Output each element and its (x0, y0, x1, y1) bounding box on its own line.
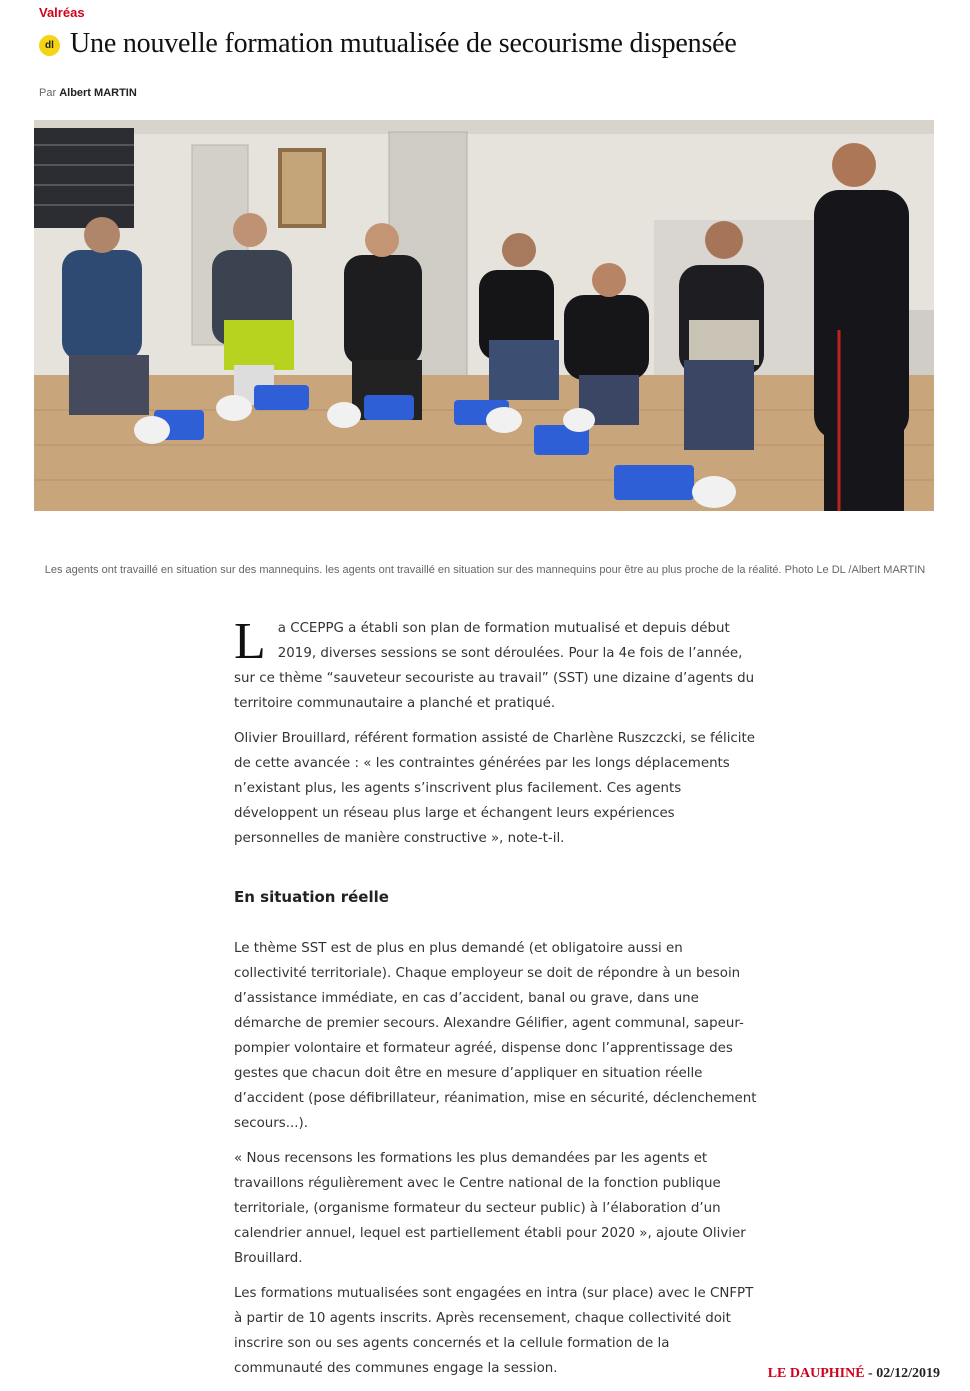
lead-paragraph (234, 613, 759, 716)
drop-cap: L (234, 613, 266, 670)
body-paragraph: « Nous recensons les formations les plus demandées par les agents et travaillons régulièrement avec le Centre national de la fonction publique territoriale, (organisme formateur du secteur public) à l’élaboration d’un calendrier annuel, lequel est partiellement établi pour 2020 », ajoute Olivier Brouillard. (234, 1151, 746, 1266)
article-body (234, 613, 759, 1391)
byline-prefix: Par (39, 87, 57, 99)
body-paragraph: Le thème SST est de plus en plus demandé (et obligatoire aussi en collectivité territoriale). Chaque employeur se doit de répondre à un besoin d’assistance immédiate, en cas d’accident, banal ou grave, dans une démarche de premier secours. Alexandre Gélifier, agent communal, sapeur-pompier volontaire et formateur agréé, dispense donc l’apprentissage des gestes que chacun doit être en mesure d’appliquer en situation réelle d’accident (pose défibrillateur, réanimation, mise en sécurité, déclenchement secours...). (234, 941, 757, 1131)
author-name[interactable]: Albert MARTIN (59, 87, 137, 99)
source-footer (768, 1366, 940, 1382)
footer-separator: - (864, 1366, 877, 1381)
lead-paragraph-text: a CCEPPG a établi son plan de formation mutualisé et depuis début 2019, diverses sessions se sont déroulées. Pour la 4e fois de l’année, sur ce thème “sauveteur secouriste au travail” (SST) une dizaine d’agents du territoire communautaire a planché et pratiqué. (234, 621, 755, 711)
headline-row (39, 28, 737, 60)
section-subheading: En situation réelle (234, 888, 389, 906)
body-paragraph: Olivier Brouillard, référent formation assisté de Charlène Ruszczcki, se félicite de cette avancée : « les contraintes générées par les longs déplacements n’existant plus, les agents s’inscrivent plus facilement. Ces agents développent un réseau plus large et échangent leurs expériences personnelles de manière constructive », note-t-il. (234, 731, 755, 846)
byline (39, 87, 137, 99)
dl-logo-badge: dl (39, 35, 60, 56)
body-paragraph: Les formations mutualisées sont engagées en intra (sur place) avec le CNFPT à partir de 10 agents inscrits. Après recensement, chaque collectivité doit inscrire son ou ses agents concernés et la cellule formation de la communauté des communes engage la session. (234, 1286, 754, 1376)
article-photo (34, 120, 934, 511)
article-headline: Une nouvelle formation mutualisée de secourisme dispensée (70, 28, 737, 59)
photo-caption: Les agents ont travaillé en situation sur des mannequins. les agents ont travaillé en situation sur des mannequins pour être au plus proche de la réalité. Photo Le DL /Albert MARTIN (44, 564, 926, 576)
publication-date: 02/12/2019 (876, 1366, 940, 1381)
newspaper-name: LE DAUPHINÉ (767, 1366, 865, 1381)
section-label[interactable]: Valréas (39, 5, 85, 20)
training-scene-illustration (34, 120, 934, 511)
